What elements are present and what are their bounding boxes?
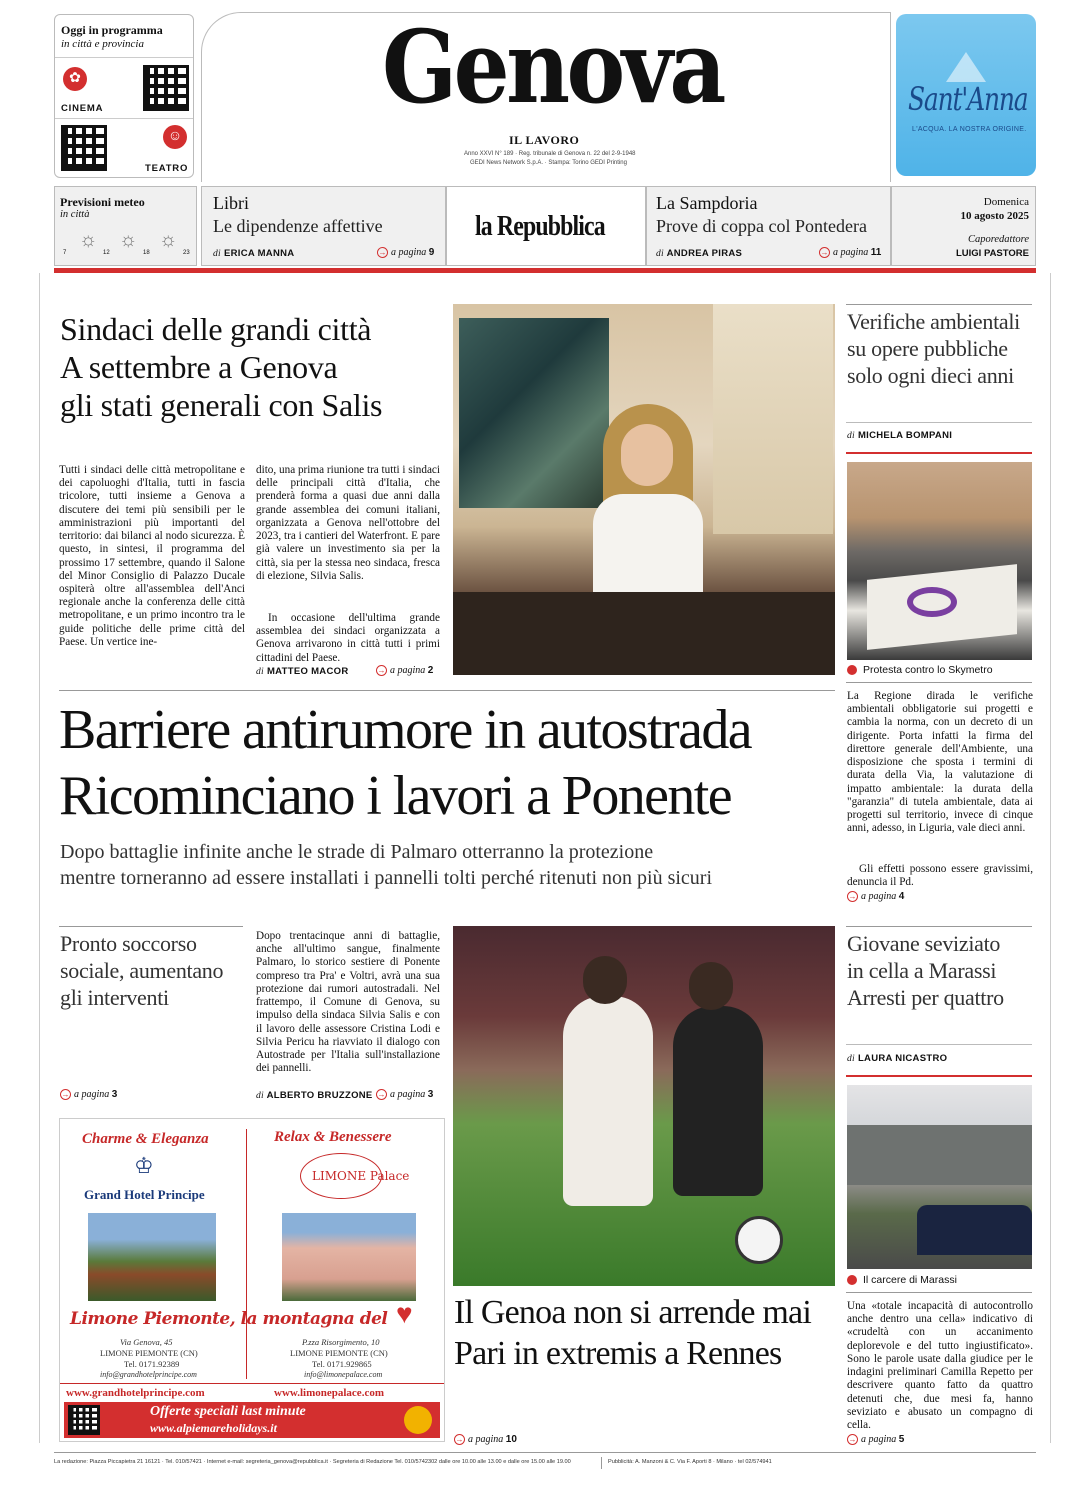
- arrow-icon: →: [848, 892, 857, 902]
- date-box: [891, 186, 1036, 266]
- masthead-reg-2: GEDI News Network S.p.A. · Stampa: Torino GEDI Printing: [470, 160, 627, 166]
- barriere-headline-1[interactable]: Barriere antirumore in autostrada: [59, 699, 751, 761]
- meteo-box: [54, 186, 197, 266]
- woman-top: [593, 494, 703, 594]
- woman-face: [621, 424, 673, 486]
- hotel-offer-band[interactable]: [64, 1402, 440, 1438]
- hotel-right-photo: [282, 1213, 416, 1301]
- marassi-headline-2[interactable]: in cella a Marassi: [847, 958, 997, 983]
- barriere-body: Dopo trentacinque anni di battaglie, anche all'ultimo sangue, finalmente Palmaro, lo storico sestiere di Ponente compreso tra Pra' e Voltri, avrà una sua protezione dai rumori autostradali. Nel frattempo, il Comune di Genova, su impulso della sindaca Silvia Salis e con il lavoro delle assessore Cristina Lodi e Silvia Pericu ha riavviato il dialogo con Autostrade per l'Italia sull'installazione dei pannelli.: [256, 930, 440, 1075]
- carcere-photo: [847, 1085, 1032, 1269]
- arrow-icon: →: [820, 248, 829, 258]
- sindaci-col-1: Tutti i sindaci delle città metropolitane e dei capoluoghi d'Italia, tutti in fascia tricolore, tutti insieme a Genova a discutere dei temi più sensibili per le amministrazioni più importanti del territorio: dai bilanci al nodo sicurezza. È questo, in sintesi, il programma del prossimo 17 settembre, quando il Salone del Minor Consiglio di Palazzo Ducale ospiterà oltre all'assemblea dell'Anci regionale anche la conferenza delle città metropolitane, e un primo incontro tra le guide politiche delle prime città del Paese. Un vertice ine-: [59, 464, 245, 648]
- banner-graffiti: [907, 587, 957, 617]
- window: [713, 304, 833, 534]
- verifiche-caption: Protesta contro lo Skymetro: [863, 664, 993, 676]
- painting: [459, 318, 609, 508]
- prison-building: [847, 1125, 1032, 1185]
- hotel-left-addr1: Via Genova, 45: [120, 1337, 173, 1347]
- sun-icon: ☼: [79, 229, 98, 251]
- hotel-left-web[interactable]: www.grandhotelprincipe.com: [66, 1387, 205, 1399]
- player-white: [563, 996, 653, 1206]
- hotel-left-mail: info@grandhotelprincipe.com: [100, 1370, 197, 1379]
- arrow-icon: →: [455, 1435, 464, 1445]
- teatro-icon[interactable]: ☺: [163, 125, 187, 149]
- marassi-headline-1[interactable]: Giovane seviziato: [847, 931, 1001, 956]
- ball: [735, 1216, 783, 1264]
- barriere-page-prefix: a pagina: [390, 1089, 426, 1100]
- libri-section: Libri: [213, 193, 249, 213]
- barriere-page: 3: [427, 1089, 434, 1100]
- repubblica-box: [446, 186, 646, 266]
- libri-author: ERICA MANNA: [223, 248, 295, 259]
- genoa-headline-1[interactable]: Il Genoa non si arrende mai: [454, 1294, 811, 1331]
- libri-title: Le dipendenze affettive: [213, 216, 383, 236]
- masthead-title: Genova: [382, 8, 723, 126]
- meteo-subtitle: in città: [60, 209, 90, 220]
- meteo-hour: 23: [183, 250, 190, 256]
- libri-page: 9: [428, 247, 435, 258]
- arrow-icon: →: [378, 248, 387, 258]
- crown-icon: ♔: [134, 1153, 154, 1178]
- meteo-hour: 7: [63, 250, 67, 256]
- player-black: [673, 1006, 763, 1196]
- sindaci-col-2b: In occasione dell'ultima grande assemblea dei sindaci organizzata a Genova arrivarono in città tutti i primi cittadini del Paese.: [256, 612, 440, 664]
- hotel-left-photo: [88, 1213, 216, 1301]
- sampdoria-page: 11: [870, 247, 882, 258]
- hotel-right-web[interactable]: www.limonepalace.com: [274, 1387, 384, 1399]
- hotel-offer-web: www.alpiemareholidays.it: [150, 1421, 277, 1435]
- santanna-ad[interactable]: [896, 14, 1036, 176]
- hotel-left-addr2: LIMONE PIEMONTE (CN): [100, 1348, 198, 1358]
- sampdoria-page-prefix: a pagina: [833, 247, 869, 258]
- verifiche-headline-3[interactable]: solo ogni dieci anni: [847, 363, 1014, 388]
- soccorso-headline-1[interactable]: Pronto soccorso: [60, 931, 197, 956]
- heart-icon: ♥: [396, 1299, 413, 1330]
- genoa-page-prefix: a pagina: [468, 1434, 504, 1445]
- santanna-brand: Sant'Anna: [908, 80, 1028, 118]
- libri-by: di: [213, 249, 221, 259]
- meteo-title: Previsioni meteo: [60, 195, 145, 209]
- arrow-icon: →: [848, 1435, 857, 1445]
- police-car: [917, 1205, 1032, 1255]
- programma-box: [54, 14, 194, 178]
- barriere-sub-1: Dopo battaglie infinite anche le strade di Palmaro otterranno la protezione: [60, 841, 654, 863]
- masthead-subtitle: IL LAVORO: [509, 133, 580, 147]
- teatro-label[interactable]: TEATRO: [145, 163, 189, 174]
- hotel-offer: Offerte speciali last minute: [150, 1404, 306, 1419]
- hotel-left-tel: Tel. 0171.92389: [124, 1359, 180, 1369]
- barriere-headline-2[interactable]: Ricominciano i lavori a Ponente: [59, 765, 732, 827]
- libri-page-prefix: a pagina: [391, 247, 427, 258]
- cinema-qr-code[interactable]: [143, 65, 189, 111]
- cinema-label[interactable]: CINEMA: [61, 103, 104, 114]
- date-name: LUIGI PASTORE: [955, 248, 1029, 259]
- sindaci-author: MATTEO MACOR: [266, 666, 349, 677]
- date-day: Domenica: [983, 196, 1029, 208]
- sindaci-col-2a: dito, una prima riunione tra tutti i sindaci delle principali città d'Italia, che prenderà forma a quasi due anni dalla grande assemblea dei comuni italiani, organizzata a Genova nell'ottobre del 2023, tra i cantieri del Waterfront. E pare già valere un investimento sia per la città, sia per la stessa neo sindaca, fresca di elezione, Silvia Salis.: [256, 464, 440, 582]
- sampdoria-section: La Sampdoria: [656, 193, 758, 213]
- sun-badge-icon: [404, 1406, 432, 1434]
- barriere-author: ALBERTO BRUZZONE: [266, 1090, 373, 1101]
- date-role: Caporedattore: [967, 234, 1029, 245]
- meteo-hour: 18: [143, 250, 150, 256]
- marassi-by: di: [847, 1054, 855, 1064]
- verifiche-headline-1[interactable]: Verifiche ambientali: [847, 309, 1020, 334]
- genoa-photo: [453, 926, 835, 1286]
- cinema-icon[interactable]: ✿: [63, 67, 87, 91]
- footer-pubblicita: Pubblicità: A. Manzoni & C. Via F. Aporti 8 · Milano · tel 02/574941: [608, 1459, 772, 1465]
- marassi-body: Una «totale incapacità di autocontrollo anche dentro una cella» indicativo di «crudeltà con un accanimento deplorevole e del tutto ingiustificato». Sono le parole usate dalla giudice per le indagini preliminari Camilla Repetto per descrivere quanto fatto da quattro detenuti che, due mesi fa, hanno seviziato e abusato un compagno di cella.: [847, 1300, 1033, 1431]
- barriere-by: di: [256, 1091, 264, 1101]
- salis-photo: [453, 304, 835, 675]
- hotel-ad[interactable]: [59, 1118, 445, 1442]
- sindaci-headline-1[interactable]: Sindaci delle grandi città: [60, 311, 372, 347]
- camera-icon: [847, 665, 857, 675]
- hotel-right-tel: Tel. 0171.929865: [312, 1359, 372, 1369]
- hotel-right-addr1: P.zza Risorgimento, 10: [302, 1337, 380, 1347]
- programma-subtitle: in città e provincia: [61, 38, 144, 50]
- sindaci-page-prefix: a pagina: [390, 665, 426, 676]
- mountain-icon: [946, 52, 986, 82]
- sampdoria-by: di: [656, 249, 664, 259]
- hotel-left-name: Grand Hotel Principe: [84, 1187, 205, 1202]
- camera-icon: [847, 1275, 857, 1285]
- player-black-head: [689, 962, 733, 1010]
- hotel-left-tag: Charme & Eleganza: [82, 1131, 209, 1147]
- sampdoria-author: ANDREA PIRAS: [666, 248, 743, 259]
- hotel-right-mail: info@limonepalace.com: [304, 1370, 383, 1379]
- repubblica-logo: la Repubblica: [475, 211, 605, 242]
- verifiche-page-prefix: a pagina: [861, 891, 897, 902]
- soccorso-page: 3: [111, 1089, 118, 1100]
- marassi-page: 5: [898, 1434, 905, 1445]
- hotel-slogan: Limone Piemonte, la montagna del: [70, 1309, 388, 1329]
- meteo-hour: 12: [103, 250, 110, 256]
- sampdoria-title: Prove di coppa col Pontedera: [656, 216, 867, 236]
- sindaci-headline-3[interactable]: gli stati generali con Salis: [60, 387, 383, 423]
- marassi-caption: Il carcere di Marassi: [863, 1274, 957, 1286]
- sindaci-headline-2[interactable]: A settembre a Genova: [60, 349, 338, 385]
- libri-box[interactable]: [201, 186, 446, 266]
- marassi-headline-3[interactable]: Arresti per quattro: [847, 985, 1004, 1010]
- santanna-tagline: L'ACQUA. LA NOSTRA ORIGINE.: [912, 126, 1027, 133]
- teatro-qr-code[interactable]: [61, 125, 107, 171]
- hotel-right-name: LIMONE Palace: [312, 1169, 410, 1183]
- protest-photo: [847, 462, 1032, 660]
- soccorso-headline-3[interactable]: gli interventi: [60, 985, 169, 1010]
- hotel-right-addr2: LIMONE PIEMONTE (CN): [290, 1348, 388, 1358]
- barriere-sub-2: mentre torneranno ad essere installati i pannelli tolti perché ritenuti non più sicuri: [60, 867, 713, 889]
- masthead-reg-1: Anno XXVI N° 189 · Reg. tribunale di Genova n. 22 del 2-9-1948: [464, 151, 636, 157]
- arrow-icon: →: [61, 1090, 70, 1100]
- marassi-author: LAURA NICASTRO: [857, 1053, 948, 1064]
- verifiche-headline-2[interactable]: su opere pubbliche: [847, 336, 1008, 361]
- verifiche-page: 4: [898, 891, 905, 902]
- verifiche-body-2: Gli effetti possono essere gravissimi, denuncia il Pd.: [847, 863, 1033, 889]
- header-red-rule: [54, 268, 1036, 273]
- date-date: 10 agosto 2025: [960, 210, 1029, 222]
- sampdoria-box[interactable]: [646, 186, 891, 266]
- soccorso-headline-2[interactable]: sociale, aumentano: [60, 958, 224, 983]
- arrow-icon: →: [377, 666, 386, 676]
- footer-redazione: La redazione: Piazza Piccapietra 21 16121 · Tel. 010/57421 · Internet e-mail: segreteria_genova@repubblica.it · Segreteria di Redazione Tel. 010/5742302 dalle ore 10.00 alle 13.00 e dalle ore 15.00 alle 19.00: [54, 1459, 571, 1465]
- programma-title: Oggi in programma: [61, 23, 163, 37]
- sindaci-by: di: [256, 667, 264, 677]
- hotel-right-tag: Relax & Benessere: [274, 1129, 392, 1145]
- sindaci-page: 2: [427, 665, 434, 676]
- genoa-headline-2[interactable]: Pari in extremis a Rennes: [454, 1335, 782, 1372]
- soccorso-page-prefix: a pagina: [74, 1089, 110, 1100]
- verifiche-body-1: La Regione dirada le verifiche ambientali obbligatorie sui progetti e cambia la norma, con un decreto di un dirigente. Porta infatti la firma del direttore generale dell'Ambiente, una disposizione che sposta i termini di durata della Via, la valutazione di impatto ambientale: la durata della "garanzia" di tutela ambientale, data ai progetti sul territorio, invece di cinque anni, adesso, in Liguria, vale dieci anni.: [847, 690, 1033, 835]
- verifiche-author: MICHELA BOMPANI: [857, 430, 953, 441]
- arrow-icon: →: [377, 1090, 386, 1100]
- player-white-head: [583, 956, 627, 1004]
- offer-qr-code[interactable]: [68, 1405, 100, 1435]
- desk: [453, 592, 835, 675]
- masthead-box: [201, 8, 891, 182]
- marassi-page-prefix: a pagina: [861, 1434, 897, 1445]
- sun-icon: ☼: [159, 229, 178, 251]
- sun-icon: ☼: [119, 229, 138, 251]
- verifiche-by: di: [847, 431, 855, 441]
- genoa-page: 10: [505, 1434, 517, 1445]
